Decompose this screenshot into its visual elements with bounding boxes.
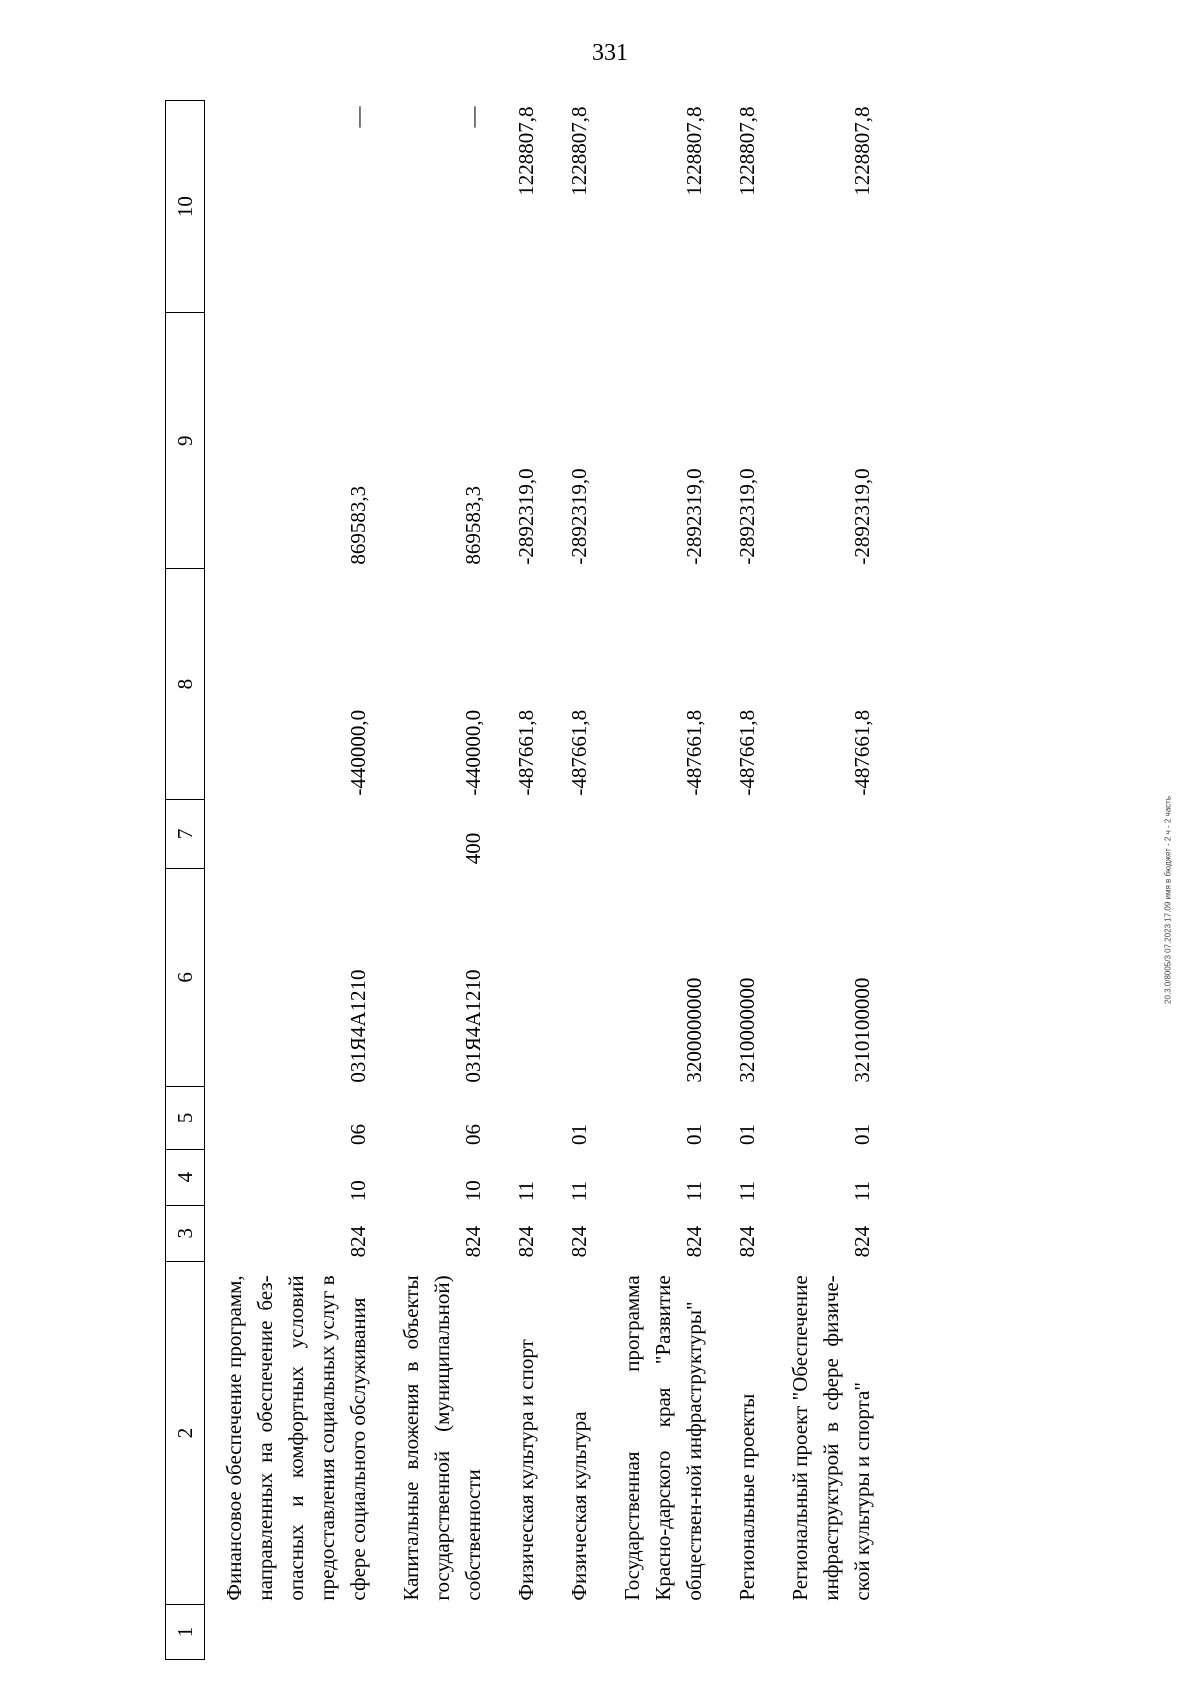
budget-table: [165, 100, 886, 1660]
cell-col-9: 869583,3: [461, 485, 485, 565]
cell-col-4: 11: [682, 1180, 706, 1202]
cell-col-7: [205, 800, 383, 869]
cell-col-6: [497, 868, 550, 1086]
cell-col-4: 10: [346, 1180, 370, 1202]
cell-col-9: -2892319,0: [850, 468, 874, 565]
header-col-1: 1: [166, 1605, 205, 1660]
table-row: [382, 101, 497, 1660]
cell-col-10: —: [346, 106, 370, 128]
cell-col-4: 11: [735, 1180, 759, 1202]
cell-col-8: -487661,8: [850, 709, 874, 796]
cell-col-8: -487661,8: [735, 709, 759, 796]
cell-col-8: -440000,0: [461, 709, 485, 796]
header-col-6: 6: [166, 868, 205, 1086]
cell-col-9: -2892319,0: [682, 468, 706, 565]
cell-name: Капитальные вложения в объекты государственной (муниципальной) собственности: [399, 1275, 485, 1601]
cell-col-4: 10: [461, 1180, 485, 1202]
table-row: [205, 101, 383, 1660]
cell-col-3: 824: [346, 1225, 370, 1258]
cell-name: Физическая культура и спорт: [514, 1339, 538, 1601]
cell-col-8: -440000,0: [346, 709, 370, 796]
cell-col-1: [205, 1605, 383, 1660]
cell-col-9: -2892319,0: [514, 468, 538, 565]
table-row: [718, 101, 771, 1660]
cell-col-1: [382, 1605, 497, 1660]
cell-col-4: 11: [567, 1180, 591, 1202]
header-col-7: 7: [166, 800, 205, 869]
table-frame: [165, 100, 1065, 1660]
footer-note: 20.3.0/8005/3 07.2023 17.09 имя в бюджет - 2 ч - 2 часть: [1163, 796, 1173, 1004]
cell-col-9: 869583,3: [346, 485, 370, 565]
cell-col-5: 01: [567, 1124, 591, 1146]
cell-col-1: [550, 1605, 603, 1660]
table-row: [550, 101, 603, 1660]
cell-col-10: 1228807,8: [514, 106, 538, 196]
cell-col-7: [771, 800, 886, 869]
table-row: [771, 101, 886, 1660]
cell-col-10: 1228807,8: [850, 106, 874, 196]
cell-col-7: 400: [461, 832, 485, 865]
table-header-row: [166, 101, 205, 1660]
cell-col-10: —: [461, 106, 485, 128]
cell-col-6: 031Я4А1210: [461, 969, 485, 1083]
cell-col-1: [771, 1605, 886, 1660]
header-col-10: 10: [166, 101, 205, 313]
cell-col-10: 1228807,8: [567, 106, 591, 196]
cell-name: Региональный проект "Обеспечение инфраструктурой в сфере физиче-ской культуры и спорта": [788, 1275, 874, 1601]
cell-col-9: -2892319,0: [735, 468, 759, 565]
cell-col-1: [718, 1605, 771, 1660]
cell-col-10: 1228807,8: [682, 106, 706, 196]
cell-col-5: 06: [461, 1124, 485, 1146]
cell-col-5: [497, 1087, 550, 1149]
cell-col-5: 01: [682, 1124, 706, 1146]
cell-col-6: [550, 868, 603, 1086]
cell-col-7: [718, 800, 771, 869]
cell-col-4: 11: [514, 1180, 538, 1202]
header-col-4: 4: [166, 1149, 205, 1205]
cell-col-3: 824: [514, 1225, 538, 1258]
cell-col-6: 3210000000: [735, 977, 759, 1083]
cell-col-3: 824: [461, 1225, 485, 1258]
cell-col-8: -487661,8: [514, 709, 538, 796]
cell-col-5: 01: [735, 1124, 759, 1146]
cell-name: Физическая культура: [567, 1411, 591, 1601]
cell-col-5: 06: [346, 1124, 370, 1146]
table-row: [603, 101, 718, 1660]
header-col-9: 9: [166, 313, 205, 569]
cell-col-1: [603, 1605, 718, 1660]
cell-name: Государственная программа Красно-дарского края "Развитие обществен-ной инфраструктуры": [620, 1275, 706, 1601]
header-col-8: 8: [166, 569, 205, 800]
cell-col-3: 824: [682, 1225, 706, 1258]
cell-col-10: 1228807,8: [735, 106, 759, 196]
cell-col-8: -487661,8: [682, 709, 706, 796]
cell-col-1: [497, 1605, 550, 1660]
cell-col-7: [603, 800, 718, 869]
cell-col-8: -487661,8: [567, 709, 591, 796]
table-row: [497, 101, 550, 1660]
header-col-2: 2: [166, 1261, 205, 1604]
cell-col-6: 3210100000: [850, 977, 874, 1083]
cell-col-7: [497, 800, 550, 869]
cell-col-9: -2892319,0: [567, 468, 591, 565]
cell-col-6: 3200000000: [682, 977, 706, 1083]
rotated-table-sheet: [165, 100, 1065, 1660]
cell-col-3: 824: [567, 1225, 591, 1258]
cell-name: Финансовое обеспечение программ, направленных на обеспечение без-опасных и комфортных условий предоставления социальных услуг в сфере социального обслуживания: [222, 1275, 370, 1601]
cell-col-3: 824: [850, 1225, 874, 1258]
header-col-5: 5: [166, 1087, 205, 1149]
cell-col-3: 824: [735, 1225, 759, 1258]
header-col-3: 3: [166, 1205, 205, 1261]
cell-col-7: [550, 800, 603, 869]
cell-col-4: 11: [850, 1180, 874, 1202]
cell-name: Региональные проекты: [735, 1393, 759, 1601]
cell-col-5: 01: [850, 1124, 874, 1146]
cell-col-6: 031Я4А1210: [346, 969, 370, 1083]
page-number: 331: [592, 40, 628, 66]
